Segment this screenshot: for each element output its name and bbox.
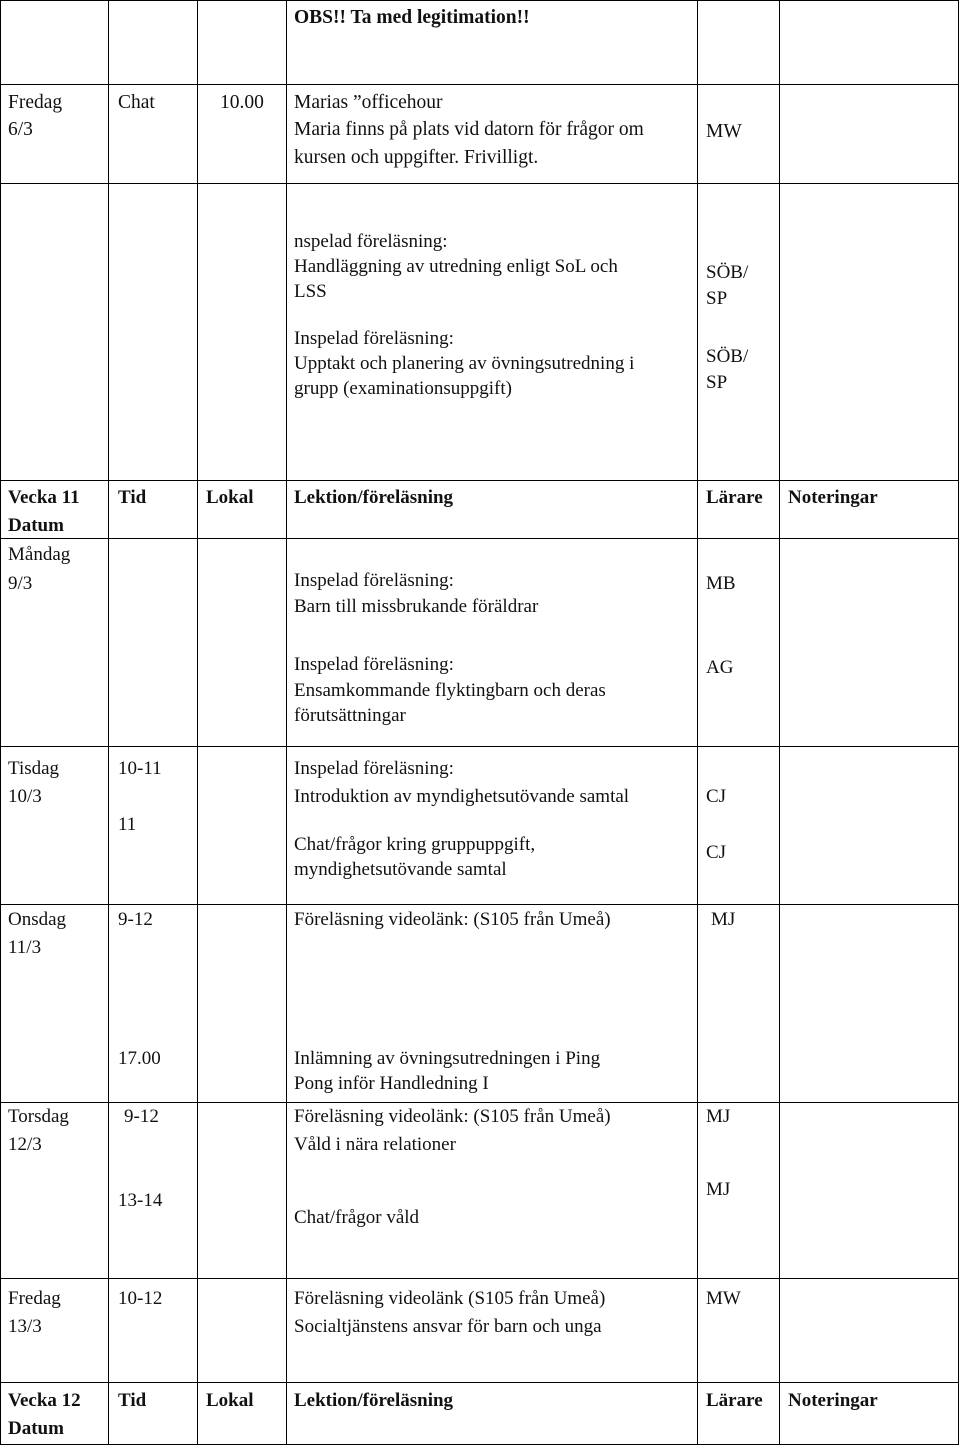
officehour-desc-1: Maria finns på plats vid datorn för frågor om [294, 119, 644, 140]
officehour-desc-2: kursen och uppgifter. Frivilligt. [294, 147, 539, 168]
tid-chat: Chat [118, 92, 155, 113]
lecture-title-grupp: grupp (examinationsuppgift) [294, 378, 512, 399]
torsdag-tid-1: 9-12 [124, 1106, 159, 1127]
torsdag-chat: Chat/frågor våld [294, 1207, 420, 1228]
time-10-00: 10.00 [220, 92, 264, 113]
mandag-label-2: Inspelad föreläsning: [294, 654, 454, 675]
mandag-lecture-1: Barn till missbrukande föräldrar [294, 596, 539, 617]
tid-header-11: Tid [118, 487, 147, 508]
lektion-header-12: Lektion/föreläsning [294, 1390, 454, 1411]
torsdag-lecture-1: Föreläsning videolänk: (S105 från Umeå) [294, 1106, 611, 1127]
rule-tisdag-bottom [0, 904, 958, 905]
tisdag-tid-2: 11 [118, 814, 137, 835]
teacher-mw-1: MW [706, 121, 742, 142]
rule-row2-bottom [0, 183, 958, 184]
lecture-title-handlaggning: Handläggning av utredning enligt SoL och [294, 256, 618, 277]
date-6-3: 6/3 [8, 119, 33, 140]
teacher-sob-2: SÖB/ [706, 346, 749, 367]
tisdag-lecture-1: Introduktion av myndighetsutövande samtal [294, 786, 630, 807]
datum-header-12: Datum [8, 1418, 64, 1439]
rule-bottom [0, 1444, 958, 1445]
col-rule-4 [697, 0, 698, 1445]
lecture-label-1: nspelad föreläsning: [294, 231, 448, 252]
mandag-lecture-2b: förutsättningar [294, 705, 406, 726]
legitimation-notice: OBS!! Ta med legitimation!! [294, 7, 530, 28]
inlamning-line-2: Pong inför Handledning I [294, 1073, 489, 1094]
day-onsdag: Onsdag [8, 909, 67, 930]
teacher-mw-2: MW [706, 1288, 741, 1309]
inlamning-line-1: Inlämning av övningsutredningen i Ping [294, 1048, 601, 1069]
lokal-header-12: Lokal [206, 1390, 254, 1411]
onsdag-lecture: Föreläsning videolänk: (S105 från Umeå) [294, 909, 611, 930]
week-12-label: Vecka 12 [8, 1390, 81, 1411]
officehour-title: Marias ”officehour [294, 92, 443, 113]
tisdag-label-1: Inspelad föreläsning: [294, 758, 454, 779]
teacher-sob-1: SÖB/ [706, 262, 749, 283]
teacher-mj-3: MJ [706, 1179, 731, 1200]
teacher-sp-2: SP [706, 372, 728, 393]
rule-onsdag-bottom [0, 1102, 958, 1103]
lecture-title-upptakt: Upptakt och planering av övningsutredning i [294, 353, 635, 374]
date-10-3: 10/3 [8, 786, 42, 807]
torsdag-lecture-2: Våld i nära relationer [294, 1134, 456, 1155]
lokal-header-11: Lokal [206, 487, 254, 508]
day-tisdag: Tisdag [8, 758, 60, 779]
date-9-3: 9/3 [8, 573, 33, 594]
teacher-cj-2: CJ [706, 842, 727, 863]
fredag-lecture-1: Föreläsning videolänk (S105 från Umeå) [294, 1288, 606, 1309]
teacher-sp-1: SP [706, 288, 728, 309]
tid-header-12: Tid [118, 1390, 147, 1411]
tisdag-tid-1: 10-11 [118, 758, 162, 779]
col-rule-2 [197, 0, 198, 1445]
fredag-lecture-2: Socialtjänstens ansvar för barn och unga [294, 1316, 602, 1337]
rule-torsdag-bottom [0, 1278, 958, 1279]
day-torsdag: Torsdag [8, 1106, 69, 1127]
larare-header-11: Lärare [706, 487, 763, 508]
date-12-3: 12/3 [8, 1134, 42, 1155]
rule-w11-header-bottom [0, 538, 958, 539]
col-rule-0 [0, 0, 1, 1445]
teacher-mb: MB [706, 573, 736, 594]
rule-row3-bottom [0, 480, 958, 481]
noteringar-header-11: Noteringar [788, 487, 878, 508]
tisdag-chat-2: myndighetsutövande samtal [294, 859, 507, 880]
torsdag-tid-2: 13-14 [118, 1190, 163, 1211]
date-13-3: 13/3 [8, 1316, 42, 1337]
col-rule-5 [779, 0, 780, 1445]
teacher-mj-2: MJ [706, 1106, 731, 1127]
mandag-lecture-2a: Ensamkommande flyktingbarn och deras [294, 680, 606, 701]
col-rule-3 [286, 0, 287, 1445]
col-rule-1 [108, 0, 109, 1445]
rule-mandag-bottom [0, 746, 958, 747]
col-rule-6 [958, 0, 959, 1445]
date-11-3: 11/3 [8, 937, 42, 958]
lektion-header-11: Lektion/föreläsning [294, 487, 454, 508]
teacher-cj-1: CJ [706, 786, 727, 807]
inlamning-tid: 17.00 [118, 1048, 161, 1069]
lecture-title-lss: LSS [294, 281, 327, 302]
tisdag-chat-1: Chat/frågor kring gruppuppgift, [294, 834, 536, 855]
larare-header-12: Lärare [706, 1390, 763, 1411]
mandag-label-1: Inspelad föreläsning: [294, 570, 454, 591]
lecture-label-2: Inspelad föreläsning: [294, 328, 454, 349]
day-fredag-6: Fredag [8, 92, 63, 113]
day-mandag: Måndag [8, 544, 71, 565]
onsdag-tid: 9-12 [118, 909, 153, 930]
noteringar-header-12: Noteringar [788, 1390, 878, 1411]
day-fredag-13: Fredag [8, 1288, 61, 1309]
week-11-label: Vecka 11 [8, 487, 80, 508]
teacher-mj-1: MJ [711, 909, 736, 930]
fredag-tid: 10-12 [118, 1288, 163, 1309]
rule-row1-bottom [0, 84, 958, 85]
teacher-ag: AG [706, 657, 734, 678]
rule-fredag-bottom [0, 1382, 958, 1383]
rule-top [0, 0, 958, 1]
datum-header-11: Datum [8, 515, 64, 536]
